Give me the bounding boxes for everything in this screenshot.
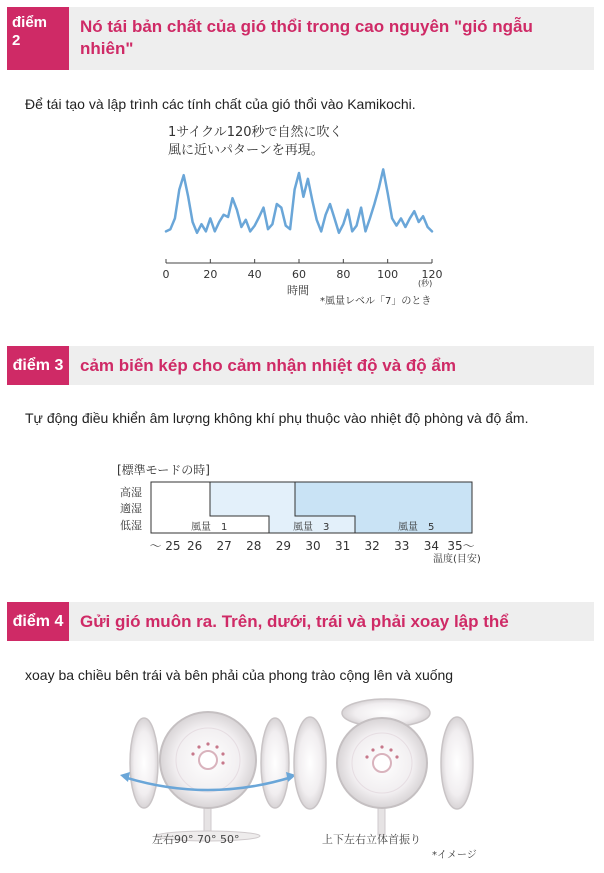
x-tick-label: 20 [203,268,218,281]
fan-ghost-left2-image [294,717,326,809]
point3-badge [7,346,69,385]
point4-header [7,602,594,641]
temperature-tick-label: 30 [305,539,321,553]
x-tick-label: 40 [247,268,262,281]
point2-badge [7,7,69,70]
temperature-tick-label: 33 [394,539,410,553]
x-tick-label: 100 [377,268,399,281]
fan-hub-right-image [373,754,391,772]
temperature-tick-label: 26 [186,539,203,553]
temperature-tick-label: 34 [423,539,440,553]
fan-stand-right-image [378,805,385,835]
point4-badge-label: điểm 4 [12,612,64,630]
x-ticks [163,259,443,281]
point2-badge-label: điểm 2 [12,14,48,49]
temperature-tick-label: 〜 25 [149,539,181,553]
temperature-tick-label: 28 [246,539,262,553]
image-note: *イメージ [432,850,477,861]
x-tick-label: 0 [162,268,170,281]
chart-caption-line1: 1サイクル120秒で自然に吹く [168,125,343,140]
row-label-low-humidity: 低湿 [120,519,142,532]
x-tick-label: 120 [421,268,443,281]
point4-description: xoay ba chiều bên trái và bên phải của phong trào cộng lên và xuống [25,667,454,683]
fan-stand-left-image [204,805,211,835]
point2-title: Nó tái bản chất của gió thổi trong cao nguyên "gió ngẫu nhiên" [80,17,533,58]
fan-illustrations [100,695,520,865]
x-unit-label: (秒) [418,279,433,288]
point3-header [7,346,594,385]
point3-title: cảm biến kép cho cảm nhận nhiệt độ và độ ẩm [80,356,456,375]
chart-caption-line2: 風に近いパターンを再現。 [168,143,324,158]
fan-ghost-left-image [130,718,158,808]
wind-pattern-chart [150,120,450,315]
wind-series-line [166,169,432,232]
temperature-tick-label: 35〜 [447,539,475,553]
chart-note: *風量レベル「7」のとき [320,296,432,307]
temperature-tick-label: 31 [334,539,351,553]
humidity-chart-title: [標準モードの時] [117,463,210,477]
point2-header [7,7,594,70]
fan-ghost-right-image [261,718,289,808]
temperature-tick-label: 29 [275,539,292,553]
point3-description: Tự động điều khiển âm lượng không khí phụ thuộc vào nhiệt độ phòng và độ ẩm. [25,410,529,426]
point3-badge-label: điểm 3 [12,356,64,374]
temperature-axis-label: 温度(目安) [433,554,481,565]
point2-description: Để tái tạo và lập trình các tính chất của gió thổi vào Kamikochi. [25,96,416,112]
right-fan-caption: 上下左右立体首振り [322,833,421,846]
fan-ghost-right2-image [441,717,473,809]
left-fan-caption: 左右90° 70° 50° [152,833,240,846]
zone-label-fan-3: 風量 3 [293,522,330,533]
row-label-moderate-humidity: 適湿 [120,502,142,515]
fan-hub-left-image [199,751,217,769]
point4-badge [7,602,69,641]
temperature-ticks [149,539,474,553]
row-label-high-humidity: 高湿 [120,486,142,499]
temperature-tick-label: 27 [216,539,232,553]
x-tick-label: 80 [336,268,351,281]
zone-label-fan-1: 風量 1 [191,522,228,533]
humidity-temperature-chart [115,460,490,570]
point4-title: Gửi gió muôn ra. Trên, dưới, trái và phải xoay lập thể [80,612,509,631]
swing-arrow-head-left-icon [120,772,130,782]
x-tick-label: 60 [292,268,306,281]
x-axis-label: 時間 [287,284,309,297]
temperature-tick-label: 32 [364,539,380,553]
zone-label-fan-5: 風量 5 [398,522,435,533]
